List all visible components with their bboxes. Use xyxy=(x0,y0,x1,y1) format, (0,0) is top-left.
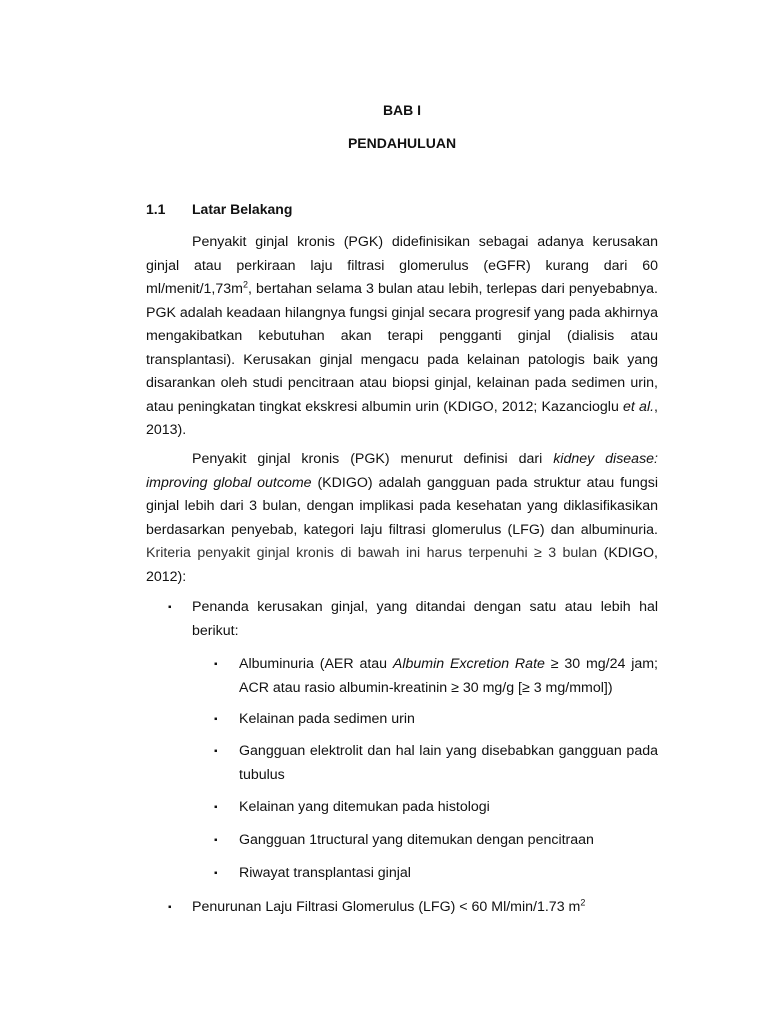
bullet-marker: ▪ xyxy=(214,835,218,846)
bullet-marker: ▪ xyxy=(214,802,218,813)
list-item: ▪ Penanda kerusakan ginjal, yang ditandai dengan satu atau lebih hal berikut: xyxy=(168,596,658,643)
bullet-marker: ▪ xyxy=(214,746,218,757)
paragraph-1: Penyakit ginjal kronis (PGK) didefinisikan sebagai adanya kerusakan ginjal atau perkiraan laju filtrasi glomerulus (eGFR) kurang dari 60 $ml/menit/1,73m^2$, bertahan selama 3 bulan atau lebih, terlepas dari penyebabnya. PGK adalah keadaan hilangnya fungsi ginjal secara progresif yang pada akhirnya mengakibatkan kebutuhan akan terapi pengganti ginjal (dialisis atau transplantasi). Kerusakan ginjal mengacu pada kelainan patologis baik yang disarankan oleh studi pencitraan atau biopsi ginjal, kelainan pada sedimen urin, atau peningkatan tingkat ekskresi albumin urin (KDIGO, 2012; Kazancioglu et al., 2013). xyxy=(146,234,658,438)
chapter-number: BAB I xyxy=(382,102,422,118)
list-item: ▪ Riwayat transplantasi ginjal xyxy=(214,862,658,886)
list-item: ▪ Gangguan 1tructural yang ditemukan dengan pencitraan xyxy=(214,829,658,853)
list-item: ▪ Gangguan elektrolit dan hal lain yang disebabkan gangguan pada tubulus xyxy=(214,740,658,787)
section-number: 1.1 xyxy=(146,201,166,217)
bullet-marker: ▪ xyxy=(214,868,218,879)
bullet-marker: ▪ xyxy=(214,714,218,725)
list-item: ▪ Kelainan yang ditemukan pada histologi xyxy=(214,796,658,820)
list-item: ▪ Penurunan Laju Filtrasi Glomerulus (LFG) < 60 Ml/min/1.73 $m^2$ xyxy=(168,896,658,920)
section-title: Latar Belakang xyxy=(192,201,293,217)
chapter-title: PENDAHULUAN xyxy=(347,135,457,151)
bullet-marker: ▪ xyxy=(168,902,172,913)
bullet-marker: ▪ xyxy=(168,602,172,613)
paragraph-2: Penyakit ginjal kronis (PGK) menurut definisi dari kidney disease: improving global outcome (KDIGO) adalah gangguan pada struktur atau fungsi ginjal lebih dari 3 bulan, dengan implikasi pada kesehatan yang diklasifikasikan berdasarkan penyebab, kategori laju filtrasi glomerulus (LFG) dan albuminuria. Kriteria penyakit ginjal kronis di bawah ini harus terpenuhi ≥ 3 bulan (KDIGO, 2012): xyxy=(146,451,658,585)
list-item: ▪ Kelainan pada sedimen urin xyxy=(214,708,658,732)
list-item: ▪ Albuminuria (AER atau Albumin Excretion Rate ≥ 30 mg/24 jam; ACR atau rasio albumin-kreatinin ≥ 30 mg/g [≥ 3 mg/mmol]) xyxy=(214,653,658,700)
bullet-marker: ▪ xyxy=(214,659,218,670)
section-heading xyxy=(146,201,658,217)
